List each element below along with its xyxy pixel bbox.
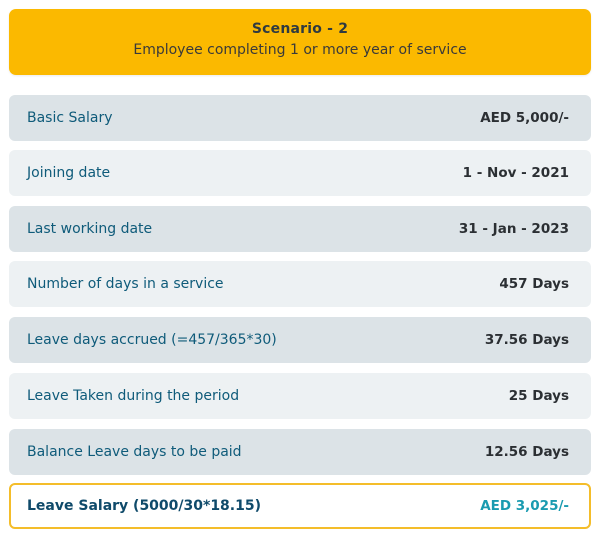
scenario-subtitle: Employee completing 1 or more year of service <box>133 42 467 58</box>
row-days-in-service <box>9 261 591 307</box>
row-leave-days-accrued <box>9 317 591 363</box>
row-value: 25 Days <box>508 388 569 404</box>
row-value: AED 5,000/- <box>480 110 569 126</box>
row-label: Leave days accrued (=457/365*30) <box>27 332 277 348</box>
row-value: 37.56 Days <box>484 332 569 348</box>
scenario-title: Scenario - 2 <box>251 21 349 37</box>
row-value: 12.56 Days <box>484 444 569 460</box>
row-label: Number of days in a service <box>27 276 224 292</box>
scenario-header <box>9 9 591 75</box>
row-label: Last working date <box>27 221 153 237</box>
row-joining-date <box>9 150 591 196</box>
row-last-working-date <box>9 206 591 252</box>
row-basic-salary <box>9 95 591 141</box>
row-label: Basic Salary <box>27 110 113 126</box>
total-value: AED 3,025/- <box>480 498 569 514</box>
row-label: Joining date <box>27 165 111 181</box>
row-leave-taken <box>9 373 591 419</box>
row-balance-leave-days <box>9 429 591 475</box>
row-value: 457 Days <box>499 276 569 292</box>
row-label: Balance Leave days to be paid <box>27 444 242 460</box>
row-value: 31 - Jan - 2023 <box>458 221 569 237</box>
row-leave-salary-total <box>9 483 591 529</box>
row-value: 1 - Nov - 2021 <box>462 165 569 181</box>
total-label: Leave Salary (5000/30*18.15) <box>27 498 262 514</box>
row-label: Leave Taken during the period <box>27 388 240 404</box>
